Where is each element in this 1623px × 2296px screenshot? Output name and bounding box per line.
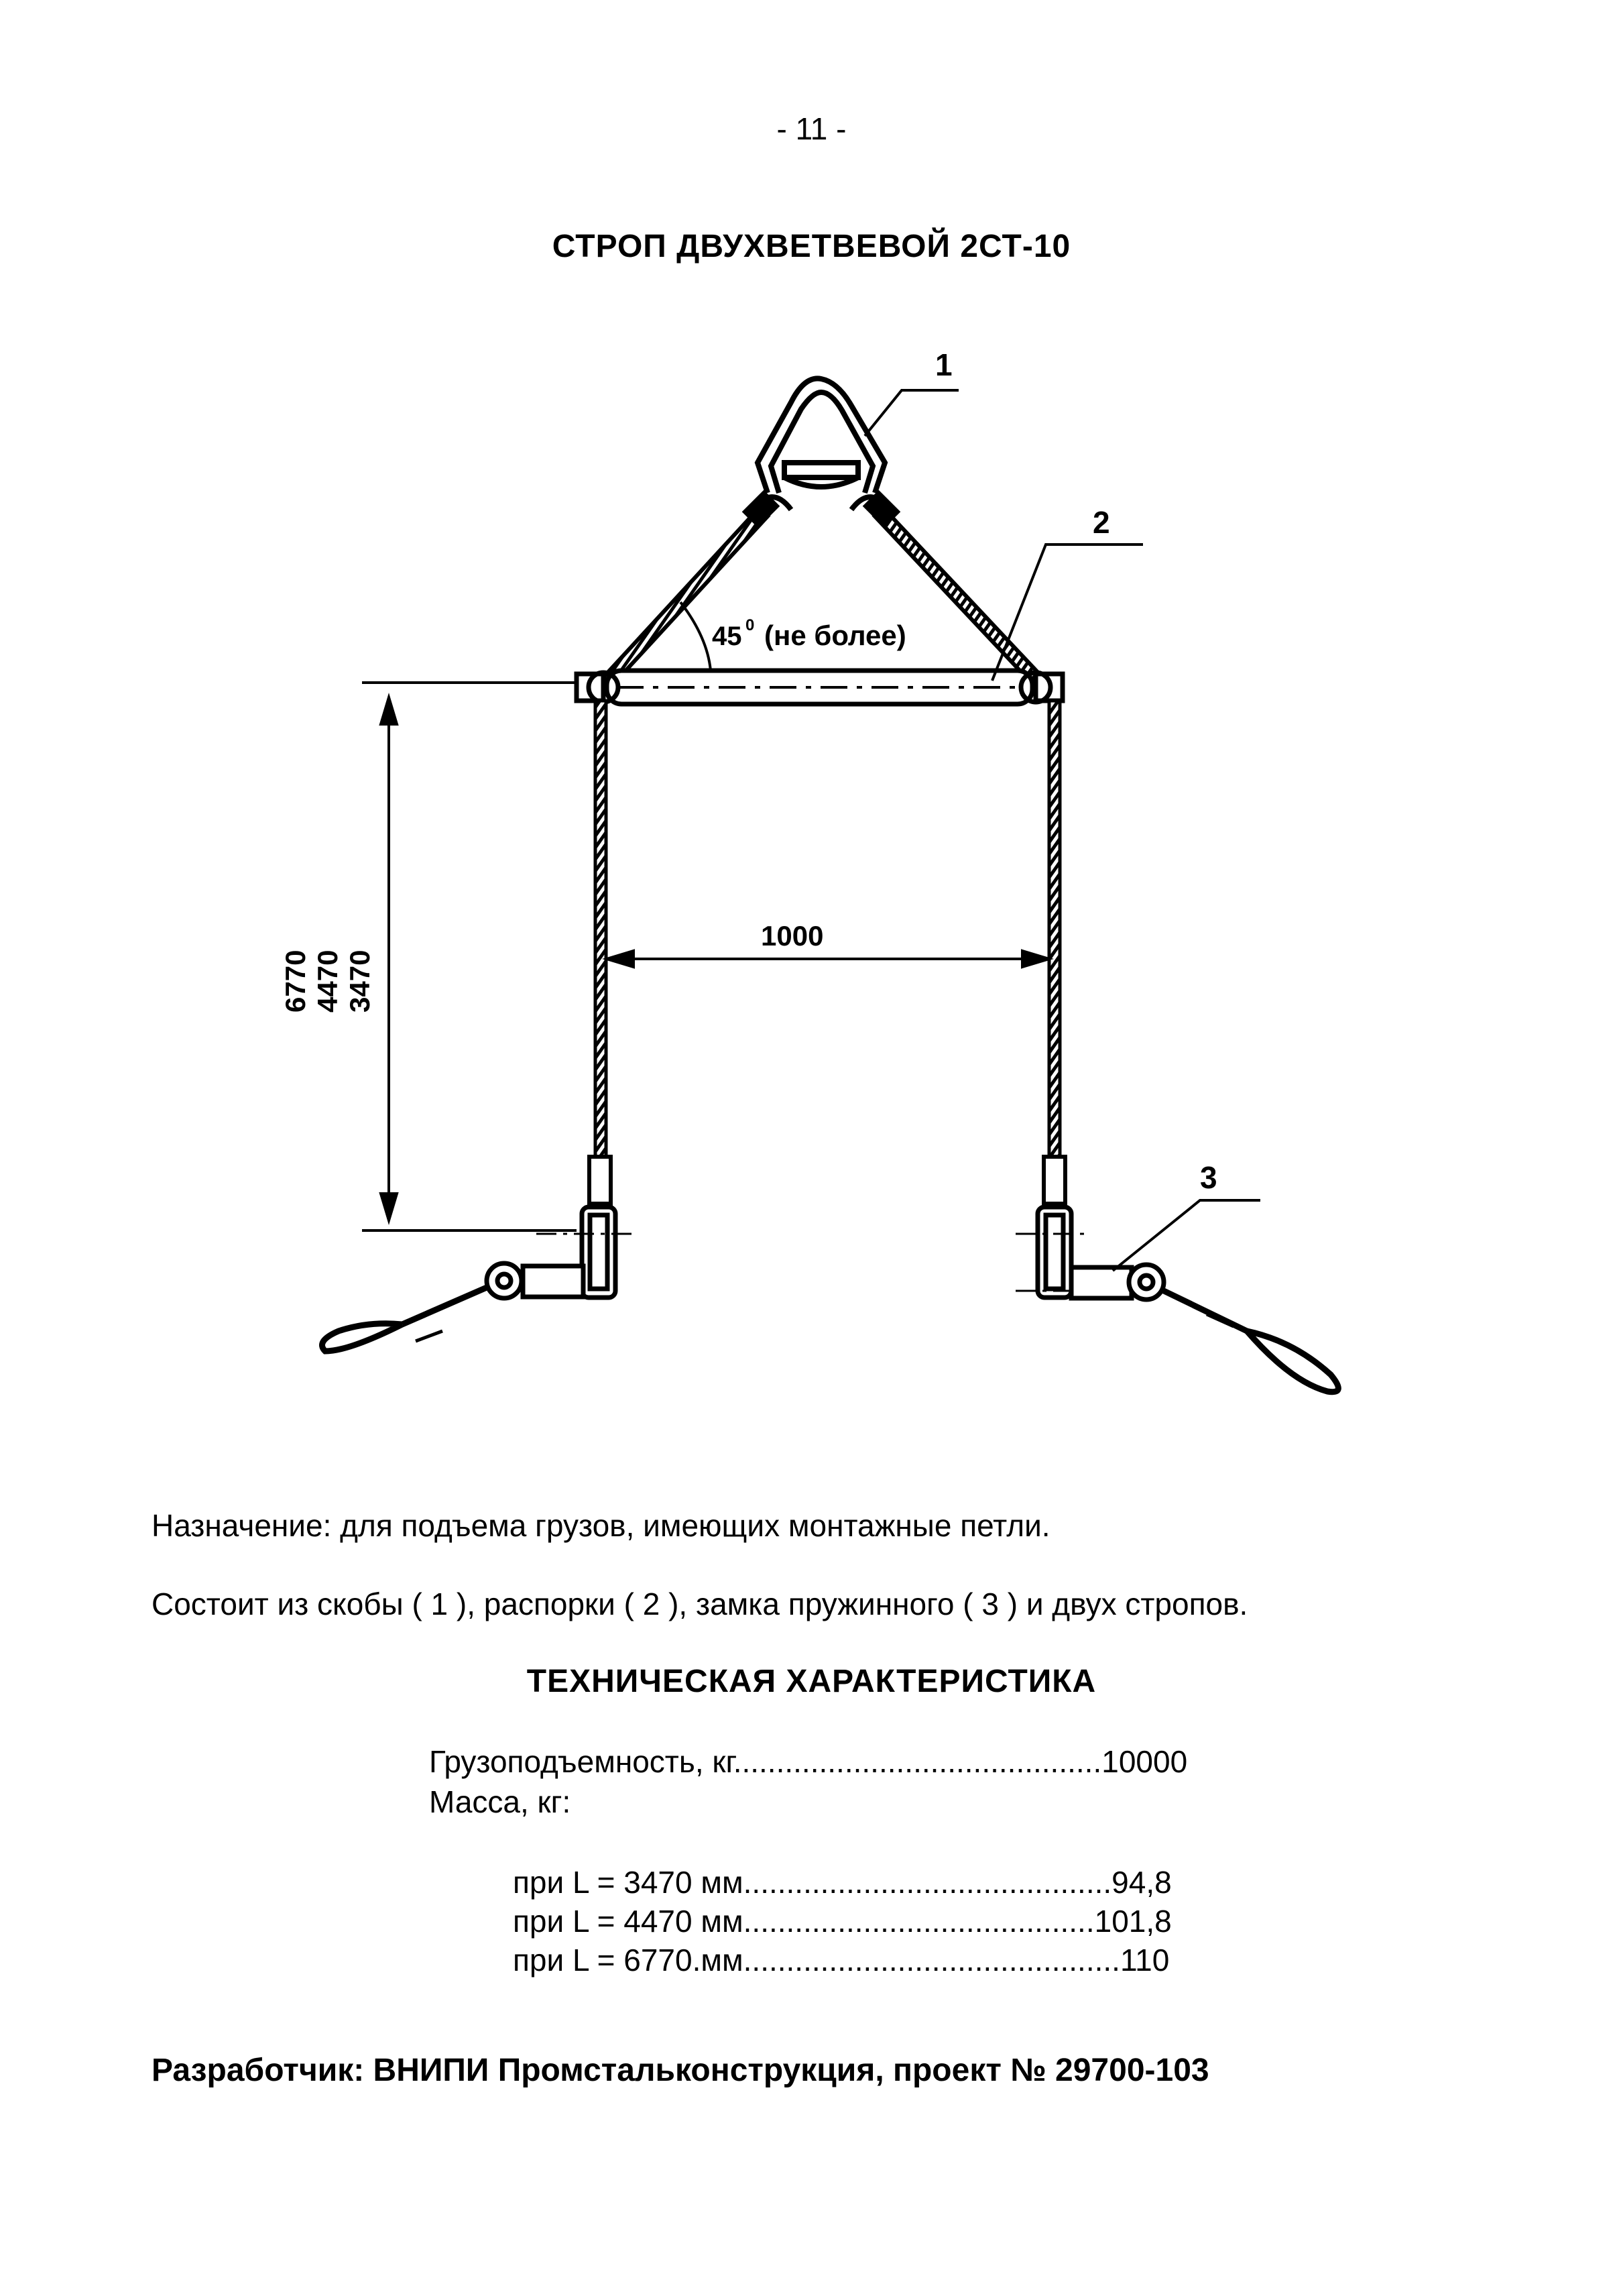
length-3470: 3470 <box>344 950 375 1013</box>
angle-arc <box>680 602 711 671</box>
mass-row: при L = 6770.мм............................................110 <box>513 1943 1170 1977</box>
spring-lock-right <box>1016 1207 1338 1392</box>
composition-text: Состоит из скобы ( 1 ), распорки ( 2 ), замка пружинного ( 3 ) и двух стропов. <box>152 1587 1248 1621</box>
page-number: - 11 - <box>776 111 847 146</box>
length-dimension <box>362 683 577 1230</box>
callout-2: 2 <box>1093 505 1110 540</box>
spec-title: ТЕХНИЧЕСКАЯ ХАРАКТЕРИСТИКА <box>526 1664 1097 1699</box>
capacity-row: Грузоподъемность, кг...........................................10000 <box>429 1744 1188 1779</box>
spring-lock-left <box>322 1207 638 1351</box>
length-6770: 6770 <box>280 950 311 1013</box>
mass-label: Масса, кг: <box>429 1784 571 1819</box>
angle-label: 45 <box>712 622 742 651</box>
callout-leaders <box>865 390 1260 1271</box>
mass-row: при L = 3470 мм...........................................94,8 <box>513 1865 1172 1900</box>
callout-1: 1 <box>935 347 953 382</box>
length-4470: 4470 <box>312 950 343 1013</box>
purpose-text: Назначение: для подъема грузов, имеющих монтажные петли. <box>152 1508 1050 1543</box>
page-title: СТРОП ДВУХВЕТВЕВОЙ 2СТ-10 <box>552 229 1071 264</box>
mass-row: при L = 4470 мм.........................................101,8 <box>513 1904 1172 1939</box>
developer-line: Разработчик: ВНИПИ Промстальконструкция, проект № 29700-103 <box>152 2053 1209 2088</box>
shackle-part <box>751 378 892 513</box>
spreader-bar <box>577 671 1063 704</box>
vertical-ropes <box>589 701 1065 1204</box>
angle-degree: 0 <box>745 616 755 634</box>
width-label: 1000 <box>761 920 824 952</box>
callout-3: 3 <box>1200 1160 1217 1195</box>
angle-note: (не более) <box>764 620 906 651</box>
inclined-ropes <box>603 493 1042 684</box>
width-dimension <box>607 951 1049 967</box>
